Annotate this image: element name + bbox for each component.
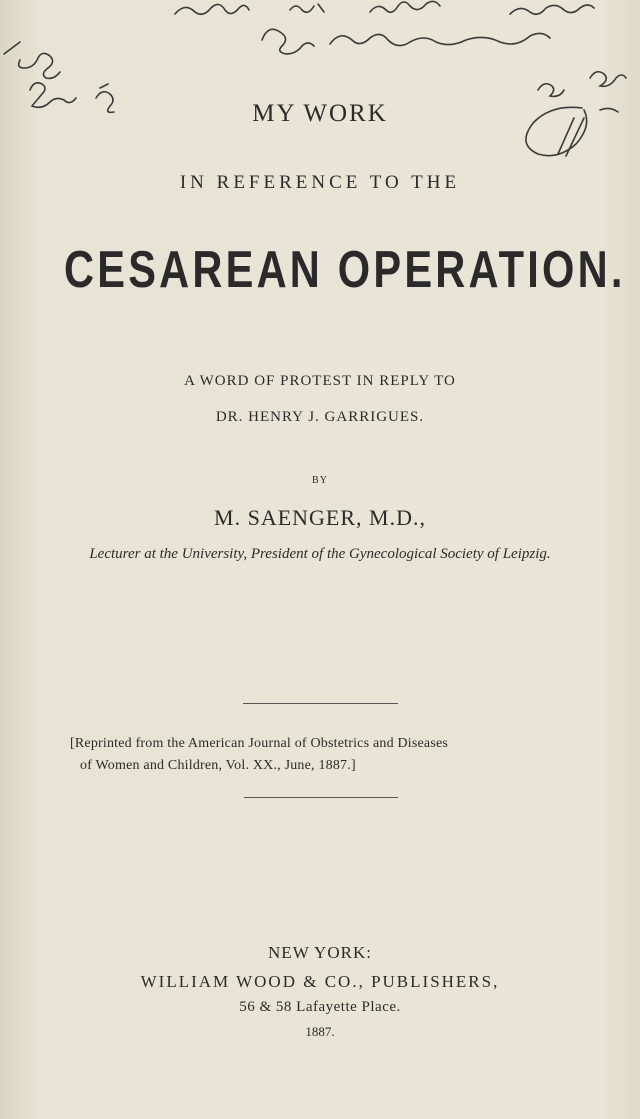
imprint-publisher: WILLIAM WOOD & CO., PUBLISHERS, [140,972,500,991]
heading-in-reference: IN REFERENCE TO THE [179,172,461,193]
imprint-address: 56 & 58 Lafayette Place. [239,999,401,1015]
author-affiliation: Lecturer at the University, President of the Gynecological Society of Leipzig. [89,546,551,562]
subtitle-line-1: A WORD OF PROTEST IN REPLY TO [184,373,456,389]
imprint-city: NEW YORK: [268,943,372,962]
by-label: BY [312,475,328,486]
divider-bottom [244,797,398,798]
main-title: CESAREAN OPERATION. [64,241,626,299]
subtitle-line-2: DR. HENRY J. GARRIGUES. [215,409,425,425]
heading-my-work: MY WORK [252,100,388,127]
imprint-year: 1887. [305,1024,335,1039]
reprint-note [70,733,570,777]
reprint-line-1: [Reprinted from the American Journal of Obstetrics and Diseases [70,736,449,751]
divider-top [243,703,398,704]
reprint-line-2: of Women and Children, Vol. XX., June, 1887.] [80,758,356,773]
author-name: M. SAENGER, M.D., [214,505,426,530]
